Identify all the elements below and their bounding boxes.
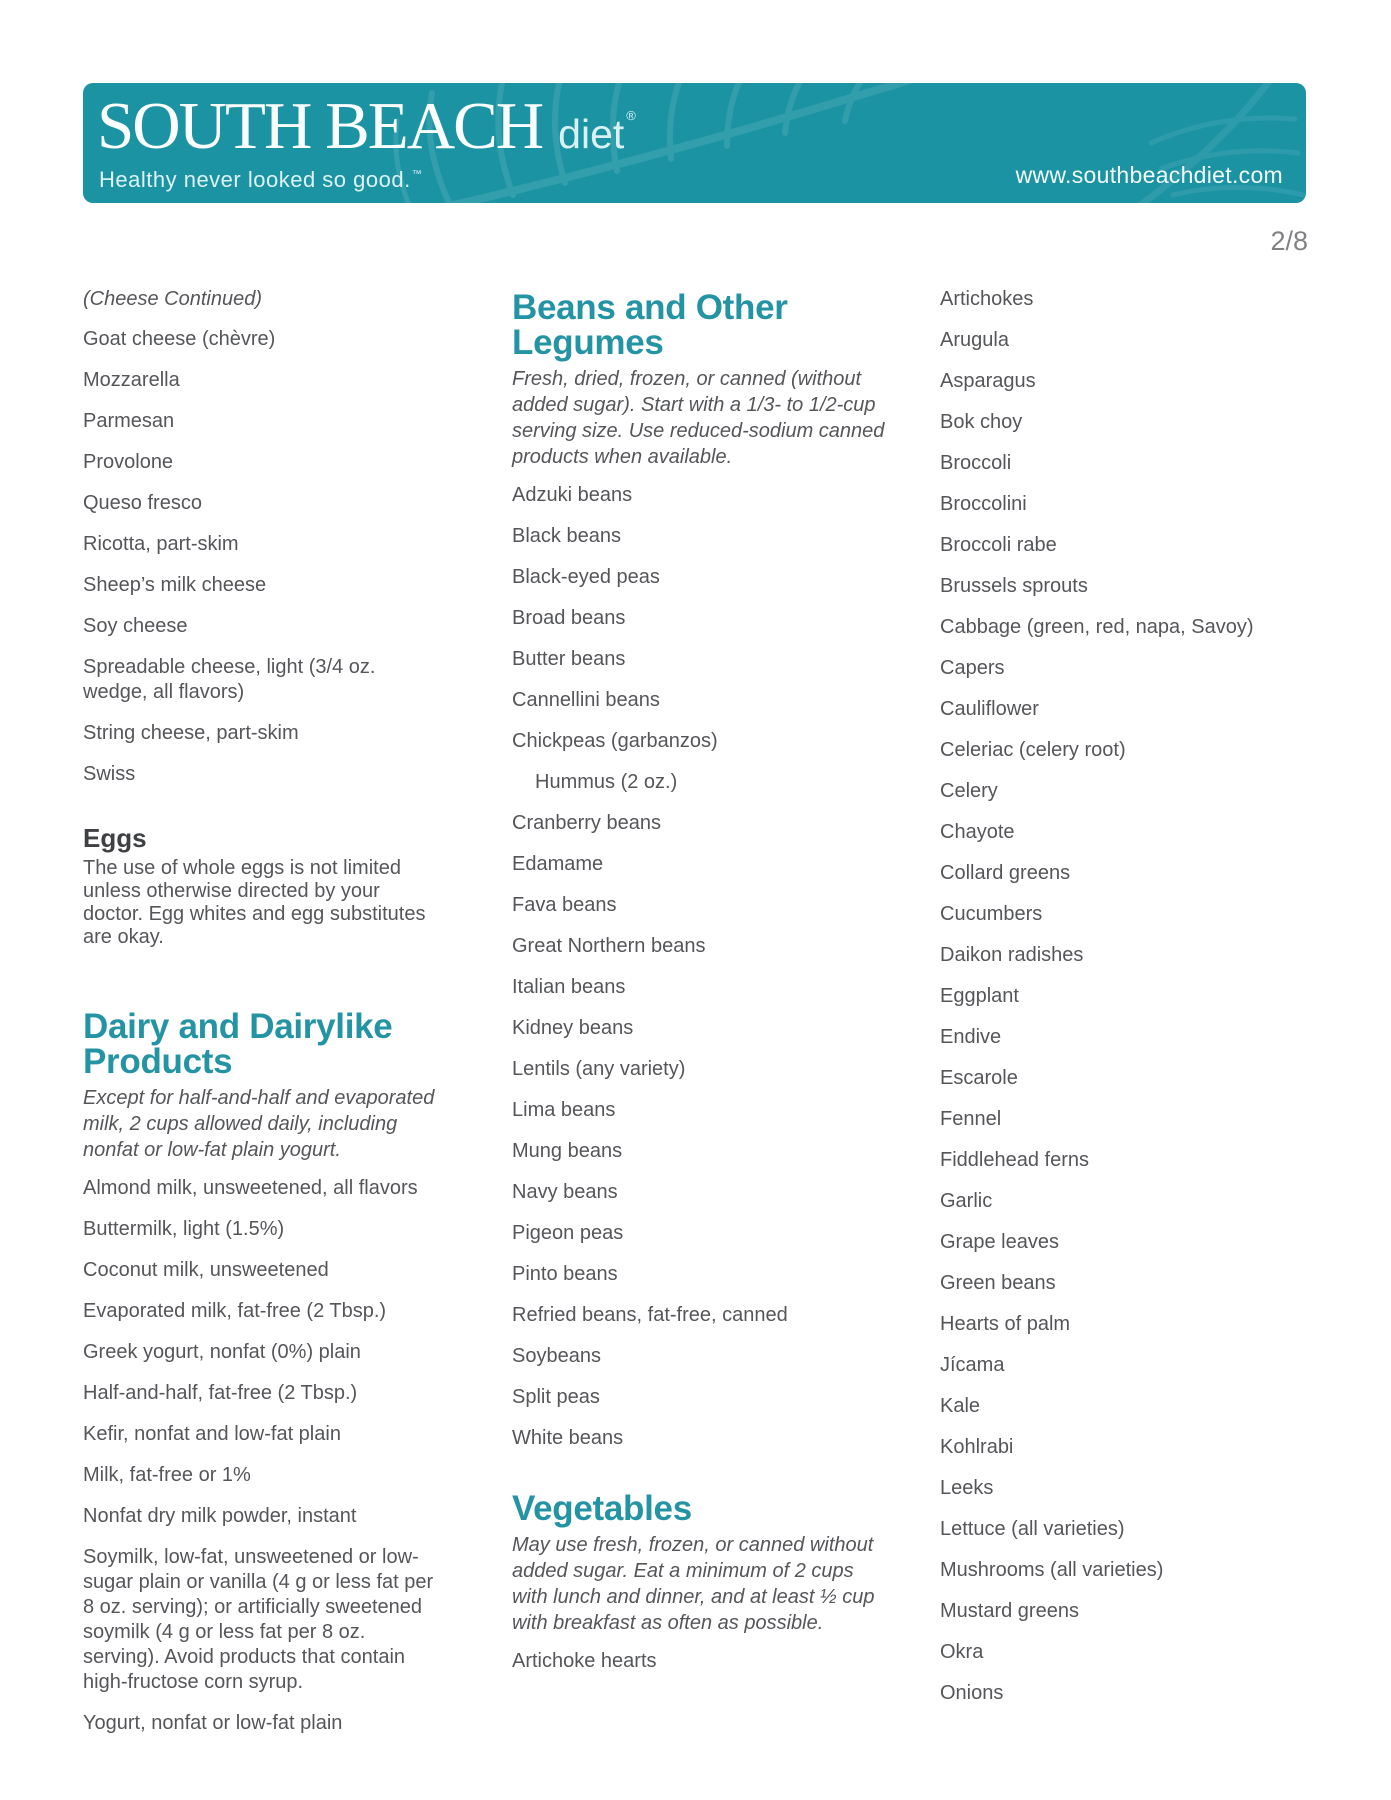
food-list-item: Collard greens — [940, 862, 1071, 884]
food-list-item: Garlic — [940, 1190, 993, 1212]
food-list-item: Milk, fat-free or 1% — [83, 1464, 251, 1486]
food-list-item: Queso fresco — [83, 492, 202, 514]
food-list-item: Fiddlehead ferns — [940, 1149, 1089, 1171]
column-left — [83, 287, 483, 1752]
section-heading-line: Dairy and Dairylike — [83, 1007, 393, 1046]
section-heading-line: Legumes — [512, 323, 664, 362]
food-list-item: Mung beans — [512, 1140, 623, 1162]
website-link[interactable]: www.southbeachdiet.com — [1015, 162, 1283, 188]
food-list-item: Kefir, nonfat and low-fat plain — [83, 1423, 341, 1445]
food-list-item: Brussels sprouts — [940, 575, 1088, 597]
food-list-item: Leeks — [940, 1477, 994, 1499]
brand-name: SOUTH BEACH — [97, 89, 543, 163]
food-list-item: Endive — [940, 1026, 1002, 1048]
column-right — [940, 287, 1370, 1722]
brand-subname-text: diet — [558, 111, 625, 157]
page-number: 2/8 — [1270, 226, 1308, 256]
food-list-item: Pigeon peas — [512, 1222, 624, 1244]
food-list-item: Okra — [940, 1641, 984, 1663]
food-list-item: Lettuce (all varieties) — [940, 1518, 1125, 1540]
food-list-item: Cranberry beans — [512, 812, 661, 834]
food-list-item: Sheep’s milk cheese — [83, 574, 267, 596]
food-list-item: Bok choy — [940, 411, 1023, 433]
food-list-item: Celery — [940, 780, 998, 802]
food-list-item: Hearts of palm — [940, 1313, 1071, 1335]
food-list-item: Artichoke hearts — [512, 1650, 657, 1672]
food-list-item: Cucumbers — [940, 903, 1043, 925]
food-list-item: Swiss — [83, 763, 136, 785]
section-heading-line: Products — [83, 1042, 233, 1081]
food-list-item: Kohlrabi — [940, 1436, 1014, 1458]
food-list-item: Fava beans — [512, 894, 617, 916]
food-list-item: Cannellini beans — [512, 689, 660, 711]
food-list-item: Kale — [940, 1395, 981, 1417]
food-list-item: String cheese, part-skim — [83, 722, 299, 744]
food-list-item: Black beans — [512, 525, 621, 547]
food-list-item: Eggplant — [940, 985, 1019, 1007]
brand-tagline — [99, 167, 422, 193]
food-list-item: Cabbage (green, red, napa, Savoy) — [940, 616, 1254, 638]
section-intro: May use fresh, frozen, or canned without added sugar. Eat a minimum of 2 cups with lunch and dinner, and at least ½ cup with breakfast as often as possible. — [512, 1534, 875, 1634]
section-heading — [512, 290, 788, 360]
food-list-item: Broad beans — [512, 607, 626, 629]
food-list-item: Lentils (any variety) — [512, 1058, 686, 1080]
food-list-item: Fennel — [940, 1108, 1002, 1130]
food-list-item: Celeriac (celery root) — [940, 739, 1126, 761]
food-list-item: Nonfat dry milk powder, instant — [83, 1505, 357, 1527]
section-heading — [512, 1491, 692, 1526]
registered-mark: ® — [626, 108, 636, 123]
food-list-item: Coconut milk, unsweetened — [83, 1259, 329, 1281]
food-list-item: Capers — [940, 657, 1005, 679]
food-list-item: Ricotta, part-skim — [83, 533, 239, 555]
food-list-item: Escarole — [940, 1067, 1018, 1089]
section-intro: Except for half-and-half and evaporated milk, 2 cups allowed daily, including nonfat or low-fat plain yogurt. — [83, 1087, 435, 1161]
food-list-item: Split peas — [512, 1386, 600, 1408]
food-list-item: Evaporated milk, fat-free (2 Tbsp.) — [83, 1300, 387, 1322]
food-list-item: Adzuki beans — [512, 484, 633, 506]
food-list-item: Provolone — [83, 451, 174, 473]
food-list-item: Cauliflower — [940, 698, 1039, 720]
continued-note: (Cheese Continued) — [83, 288, 262, 310]
food-list-item: Mushrooms (all varieties) — [940, 1559, 1164, 1581]
food-list-item: Pinto beans — [512, 1263, 618, 1285]
food-list-item: Greek yogurt, nonfat (0%) plain — [83, 1341, 361, 1363]
food-list-item: Chickpeas (garbanzos) — [512, 730, 718, 752]
food-list-item: Italian beans — [512, 976, 626, 998]
food-list-item: Navy beans — [512, 1181, 618, 1203]
food-list-item: Broccoli — [940, 452, 1012, 474]
column-middle — [512, 290, 922, 1690]
food-list-item: Soymilk, low-fat, unsweetened or low-sugar plain or vanilla (4 g or less fat per 8 oz. serving); or artificially sweetened soymilk (4 g or less fat per 8 oz. serving). Avoid products that contain high-fructose corn syrup. — [83, 1546, 434, 1693]
food-list-item: Green beans — [940, 1272, 1056, 1294]
food-list-item: Kidney beans — [512, 1017, 634, 1039]
tagline-text: Healthy never looked so good. — [99, 167, 411, 192]
food-list-item: Arugula — [940, 329, 1009, 351]
food-list-item: Parmesan — [83, 410, 175, 432]
header-banner — [83, 83, 1306, 203]
food-list-item: Spreadable cheese, light (3/4 oz. wedge, all flavors) — [83, 656, 376, 703]
brand-subname — [558, 109, 636, 155]
food-list-item: Daikon radishes — [940, 944, 1084, 966]
food-list-item: Artichokes — [940, 288, 1034, 310]
food-list-item: Half-and-half, fat-free (2 Tbsp.) — [83, 1382, 358, 1404]
section-heading-line: Beans and Other — [512, 288, 788, 327]
subsection-heading: Eggs — [83, 823, 147, 853]
food-list-item: Soy cheese — [83, 615, 188, 637]
section-heading — [83, 1009, 392, 1079]
food-list-item: Lima beans — [512, 1099, 616, 1121]
food-list-item: Mozzarella — [83, 369, 180, 391]
food-list-item-indented: Hummus (2 oz.) — [535, 771, 678, 793]
food-list-item: Yogurt, nonfat or low-fat plain — [83, 1712, 343, 1734]
food-list-item: Broccoli rabe — [940, 534, 1057, 556]
food-list-item: Edamame — [512, 853, 604, 875]
food-list-item: Broccolini — [940, 493, 1027, 515]
food-list-item: Great Northern beans — [512, 935, 706, 957]
brand-lockup — [97, 89, 636, 164]
food-list-item: Buttermilk, light (1.5%) — [83, 1218, 285, 1240]
food-list-item: White beans — [512, 1427, 624, 1449]
food-list-item: Butter beans — [512, 648, 626, 670]
food-list-item: Soybeans — [512, 1345, 601, 1367]
food-list-item: Onions — [940, 1682, 1004, 1704]
food-list-item: Goat cheese (chèvre) — [83, 328, 276, 350]
section-intro: Fresh, dried, frozen, or canned (without added sugar). Start with a 1/3- to 1/2-cup serving size. Use reduced-sodium canned products when available. — [512, 368, 885, 468]
food-list-item: Almond milk, unsweetened, all flavors — [83, 1177, 418, 1199]
section-description: The use of whole eggs is not limited unless otherwise directed by your doctor. Egg whites and egg substitutes are okay. — [83, 857, 426, 948]
food-list-item: Refried beans, fat-free, canned — [512, 1304, 788, 1326]
food-list-item: Chayote — [940, 821, 1015, 843]
food-list-item: Mustard greens — [940, 1600, 1079, 1622]
food-list-item: Jícama — [940, 1354, 1005, 1376]
section-heading-line: Vegetables — [512, 1489, 692, 1528]
food-list-item: Asparagus — [940, 370, 1036, 392]
trademark-mark: ™ — [411, 169, 423, 180]
food-list-item: Black-eyed peas — [512, 566, 660, 588]
food-list-item: Grape leaves — [940, 1231, 1059, 1253]
